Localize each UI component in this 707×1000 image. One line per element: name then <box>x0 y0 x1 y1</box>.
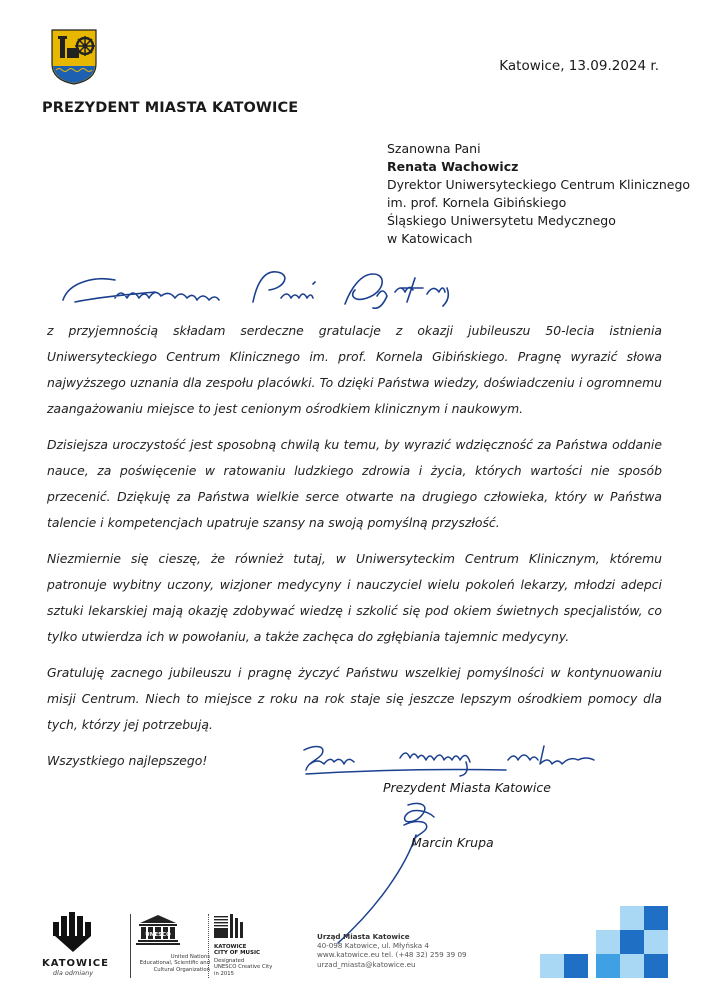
city-of-music-name <box>214 944 284 956</box>
addressee-block <box>387 140 690 248</box>
letter-date: Katowice, 13.09.2024 r. <box>499 58 659 74</box>
addressee-greeting: Szanowna Pani <box>387 141 481 156</box>
footer-divider <box>130 914 131 978</box>
letter-body <box>47 318 662 784</box>
square-tile <box>596 930 620 954</box>
unesco-org-line: United Nations <box>170 954 210 960</box>
unesco-org-line: Educational, Scientific and <box>139 960 210 967</box>
office-web-phone: www.katowice.eu tel. (+48 32) 259 39 09 <box>317 950 467 960</box>
square-tile <box>644 954 668 978</box>
katowice-logo <box>42 912 109 984</box>
square-tile <box>644 930 668 954</box>
signer-name: Marcin Krupa <box>411 835 494 850</box>
office-email: urzad_miasta@katowice.eu <box>317 959 416 969</box>
city-of-music-logo <box>214 914 284 984</box>
katowice-logo-tagline: dla odmiany <box>52 969 94 977</box>
decorative-squares <box>540 906 668 978</box>
unesco-logo <box>136 914 210 984</box>
office-contact <box>317 932 467 969</box>
coat-of-arms-icon <box>50 28 98 86</box>
square-tile <box>620 930 644 954</box>
square-tile <box>620 906 644 930</box>
office-name: Urząd Miasta Katowice <box>317 932 410 941</box>
footer-dotted-divider <box>208 914 209 978</box>
square-tile <box>596 954 620 978</box>
city-of-music-name-line: CITY OF MUSIC <box>214 950 261 956</box>
body-paragraph: z przyjemnością składam serdeczne gratulacje z okazji jubileuszu 50-lecia istnienia Uniwersyteckiego Centrum Klinicznego im. prof. Kornela Gibińskiego. Pragnę wyrazić słowa najwyższego uznania dla zespołu placówki. To dzięki Państwa wiedzy, doświadczeniu i ogromnemu zaangażowaniu miejsce to jest cenionym ośrodkiem klinicznym i naukowym. <box>47 323 662 416</box>
katowice-logo-name: KATOWICE <box>42 958 109 969</box>
designation-line: UNESCO Creative City <box>214 964 273 971</box>
addressee-institution: im. prof. Kornela Gibińskiego <box>387 195 567 210</box>
unesco-temple-icon <box>136 914 180 946</box>
body-paragraph: Dzisiejsza uroczystość jest sposobną chwilą ku temu, by wyrazić wdzięczność za Państwa oddanie nauce, za poświęcenie w ratowaniu ludzkiego zdrowia i życia, których wartości nie sposób przecenić. Dziękuję za Państwa wielkie serce otwarte na drugiego człowieka, który w Państwa talencie i kompetencjach upatruje szansy na swoją pomyślną przyszłość. <box>47 437 662 530</box>
addressee-city: w Katowicach <box>387 231 473 246</box>
city-of-music-name-line: KATOWICE <box>214 944 247 950</box>
unesco-logo-text: UNESCO <box>145 932 171 938</box>
square-tile <box>620 954 644 978</box>
handwritten-salutation <box>55 262 500 312</box>
body-closing: Wszystkiego najlepszego! <box>47 753 208 768</box>
signature-scribble <box>330 795 450 945</box>
square-tile <box>644 906 668 930</box>
designation-line: Designated <box>214 958 245 964</box>
square-tile <box>540 954 564 978</box>
katowice-mark-icon <box>51 912 95 952</box>
signer-title: Prezydent Miasta Katowice <box>383 780 551 795</box>
addressee-university: Śląskiego Uniwersytetu Medycznego <box>387 213 616 228</box>
issuer-heading: PREZYDENT MIASTA KATOWICE <box>42 100 299 116</box>
city-of-music-designation <box>214 958 284 977</box>
square-tile <box>564 954 588 978</box>
unesco-org-line: Cultural Organization <box>153 966 210 973</box>
office-address: 40-098 Katowice, ul. Młyńska 4 <box>317 941 429 951</box>
body-paragraph: Gratuluję zacnego jubileuszu i pragnę życzyć Państwu wszelkiej pomyślności w kontynuowaniu misji Centrum. Niech to miejsce z roku na rok staje się jeszcze lepszym ośrodkiem pomocy dla tych, którzy jej potrzebują. <box>47 665 662 732</box>
designation-line: in 2015 <box>214 970 234 977</box>
unesco-org-name <box>136 954 210 973</box>
body-paragraph: Niezmiernie się cieszę, że również tutaj, w Uniwersyteckim Centrum Klinicznym, któremu patronuje wybitny uczony, wizjoner medycyny i nauczyciel wielu pokoleń lekarzy, młodzi adepci sztuki lekarskiej mają okazję zdobywać wiedzę i szkolić się pod okiem świetnych specjalistów, co tylko utwierdza ich w powołaniu, a także zachęca do zgłębiania tajemnic medycyny. <box>47 551 662 644</box>
city-of-music-icon <box>214 914 244 938</box>
handwritten-closing-note <box>296 740 626 780</box>
addressee-name: Renata Wachowicz <box>387 159 519 174</box>
addressee-position: Dyrektor Uniwersyteckiego Centrum Klinicznego <box>387 177 691 192</box>
